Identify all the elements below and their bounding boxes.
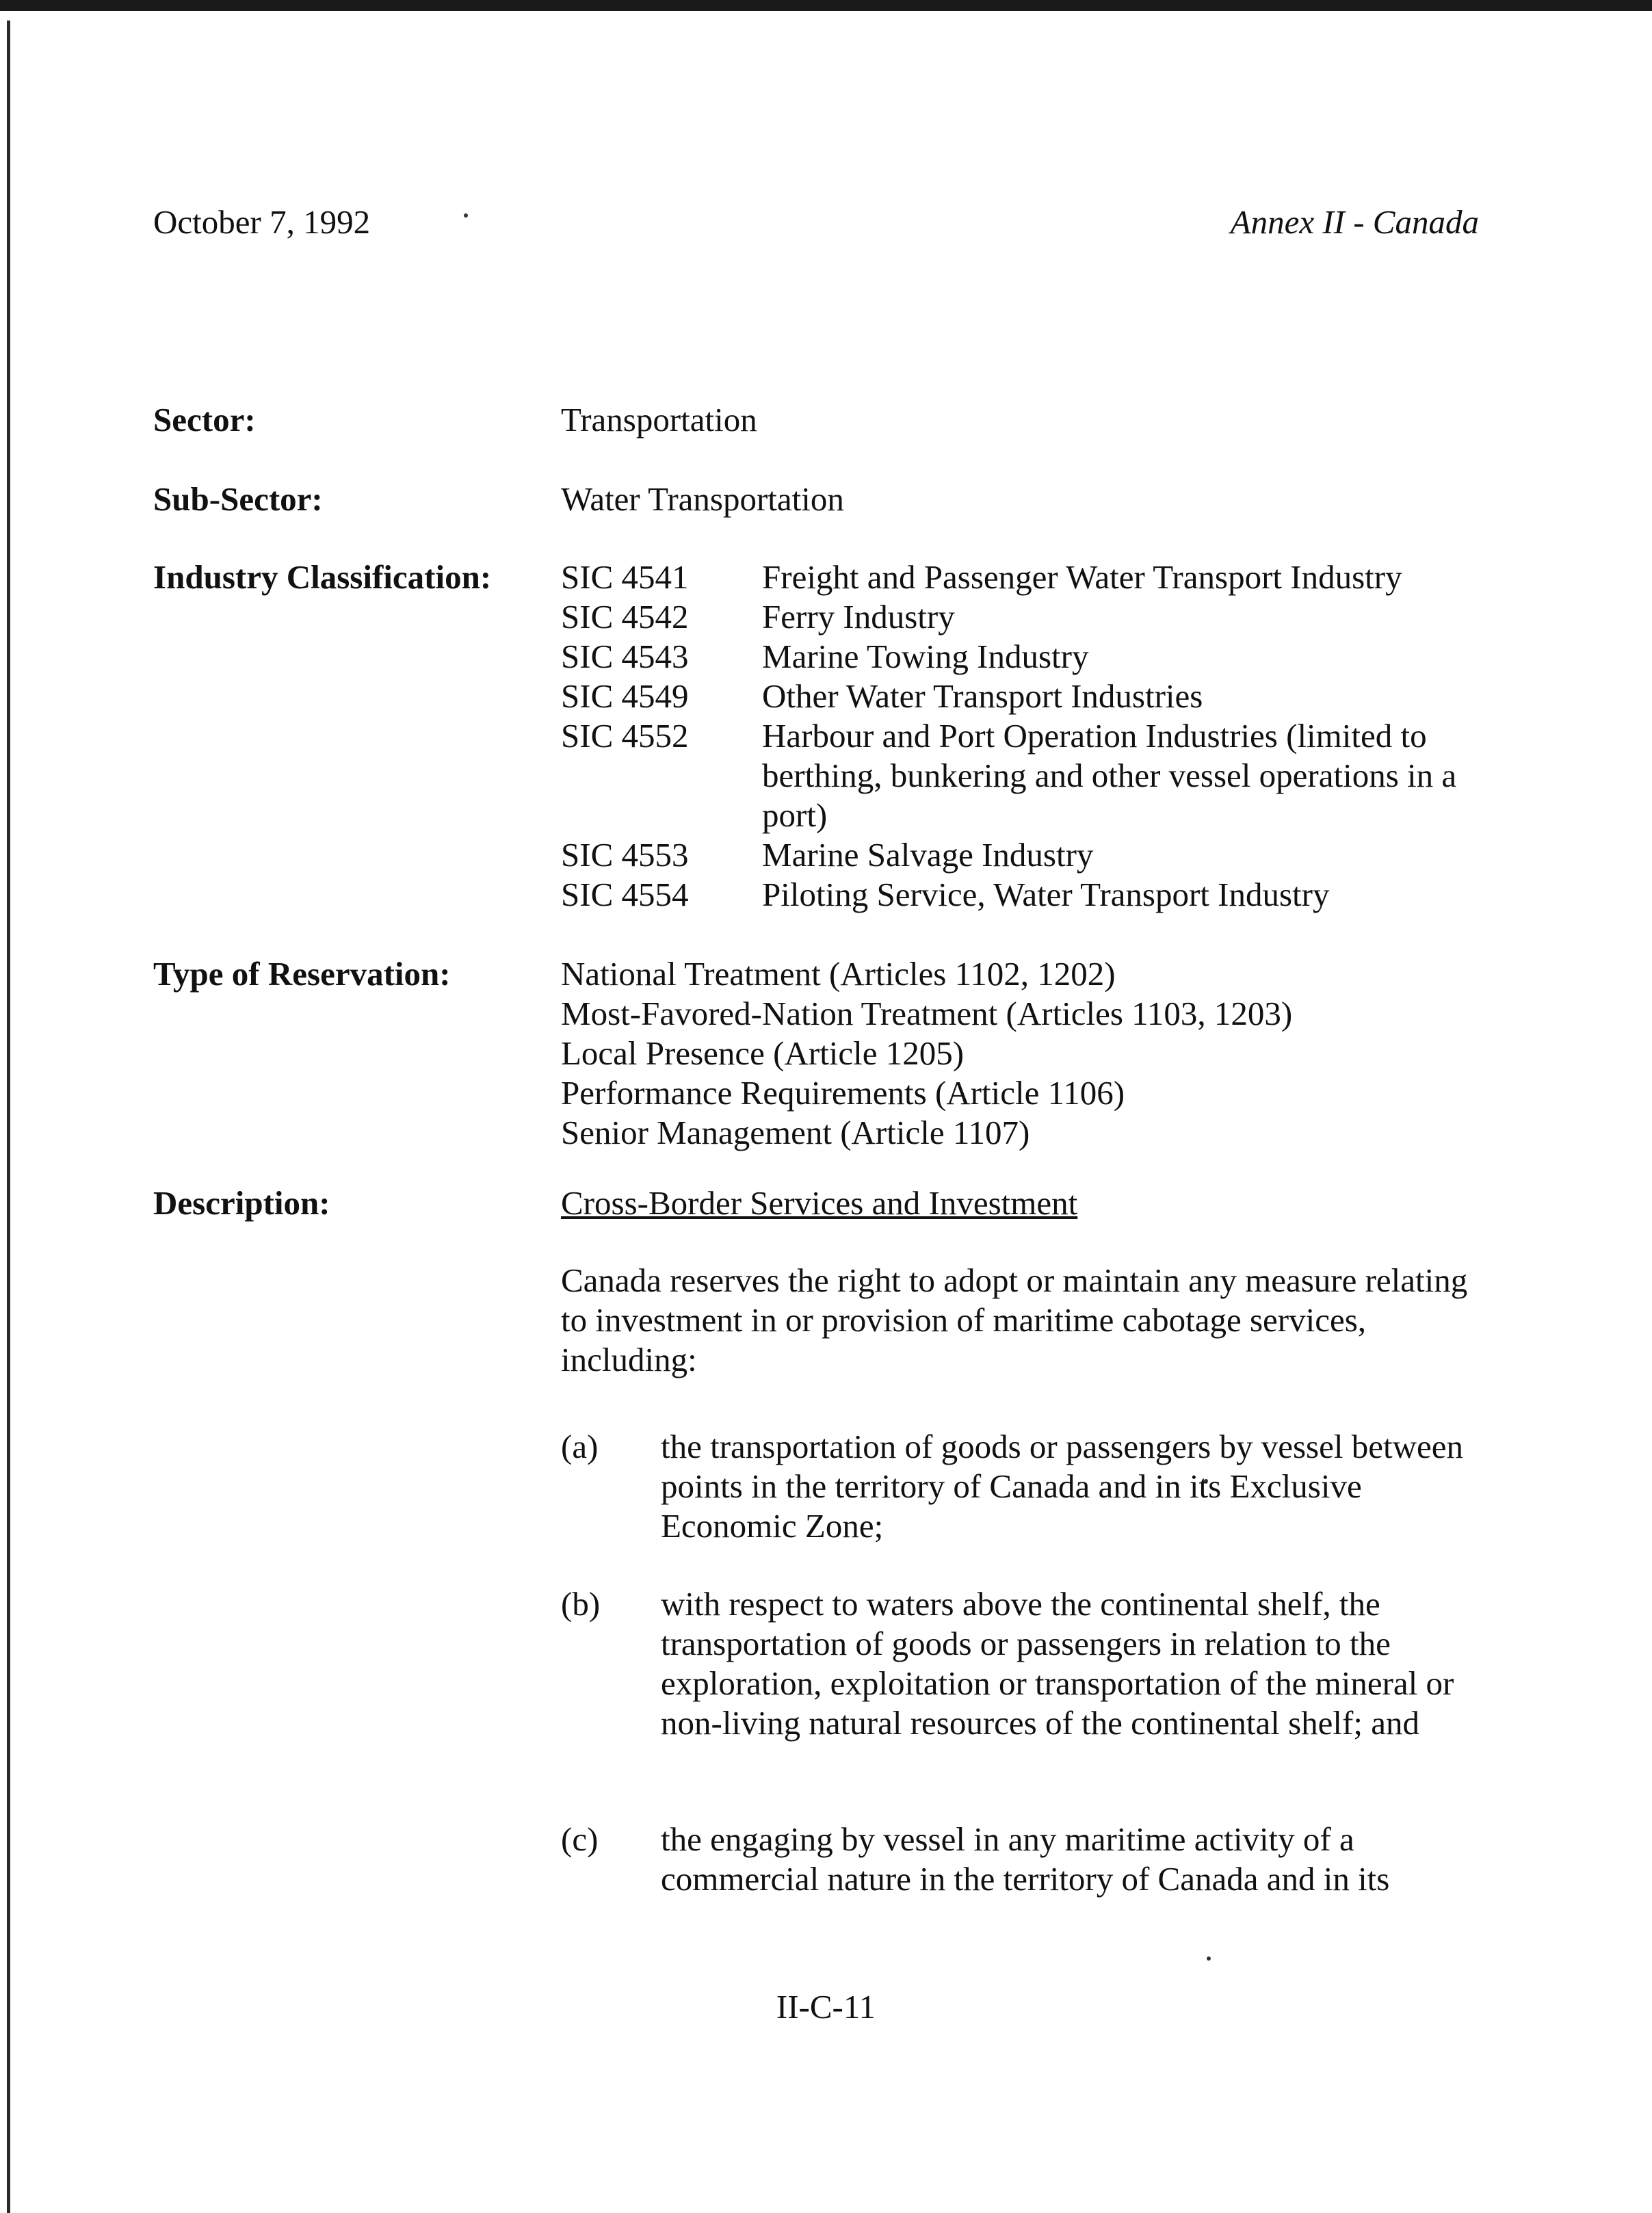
sic-description: Freight and Passenger Water Transport Industry [762, 558, 1402, 596]
sub-sector-value: Water Transportation [561, 480, 844, 518]
type-of-reservation-label: Type of Reservation: [153, 955, 451, 993]
sic-code: SIC 4552 [561, 717, 689, 755]
sic-code: SIC 4543 [561, 638, 689, 675]
list-marker: (a) [561, 1428, 599, 1465]
scan-speck [1207, 1956, 1211, 1961]
reservation-item: National Treatment (Articles 1102, 1202) [561, 955, 1116, 993]
description-label: Description: [153, 1184, 330, 1222]
description-subheading: Cross-Border Services and Investment [561, 1184, 1078, 1222]
document-date: October 7, 1992 [153, 203, 371, 241]
list-marker: (c) [561, 1820, 599, 1858]
sic-description: Other Water Transport Industries [762, 677, 1203, 715]
sic-description: Piloting Service, Water Transport Industry [762, 876, 1330, 913]
reservation-item: Senior Management (Article 1107) [561, 1114, 1030, 1151]
sic-code: SIC 4541 [561, 558, 689, 596]
list-marker: (b) [561, 1585, 601, 1623]
sector-value: Transportation [561, 401, 757, 438]
sic-description: Marine Towing Industry [762, 638, 1089, 675]
page-number: II-C-11 [776, 1988, 876, 2026]
scan-top-edge [0, 0, 1652, 11]
annex-title: Annex II - Canada [1230, 203, 1479, 241]
scan-left-edge [7, 21, 10, 2213]
description-intro: Canada reserves the right to adopt or maintain any measure relating to investment in or provision of maritime cabotage services, including: [561, 1261, 1468, 1378]
sic-code: SIC 4554 [561, 876, 689, 913]
sic-code: SIC 4553 [561, 836, 689, 874]
list-item-text: with respect to waters above the continental shelf, the transportation of goods or passengers in relation to the exploration, exploitation or transportation of the mineral or non-living natural resources of the continental shelf; and [661, 1585, 1454, 1742]
sub-sector-label: Sub-Sector: [153, 480, 323, 518]
sector-label: Sector: [153, 401, 256, 438]
reservation-item: Performance Requirements (Article 1106) [561, 1074, 1125, 1112]
sic-code: SIC 4549 [561, 677, 689, 715]
reservation-item: Local Presence (Article 1205) [561, 1034, 965, 1072]
reservation-item: Most-Favored-Nation Treatment (Articles 1103, 1203) [561, 995, 1293, 1032]
scan-speck [464, 213, 468, 218]
sic-code: SIC 4542 [561, 598, 689, 636]
sic-description: Ferry Industry [762, 598, 955, 636]
list-item-text: the transportation of goods or passengers by vessel between points in the territory of Canada and in its Exclusive Economic Zone; [661, 1428, 1463, 1545]
industry-classification-label: Industry Classification: [153, 558, 492, 596]
list-item-text: the engaging by vessel in any maritime activity of a commercial nature in the territory of Canada and in its [661, 1820, 1390, 1898]
sic-description: Marine Salvage Industry [762, 836, 1094, 874]
sic-description: Harbour and Port Operation Industries (limited to berthing, bunkering and other vessel operations in a port) [762, 717, 1457, 834]
